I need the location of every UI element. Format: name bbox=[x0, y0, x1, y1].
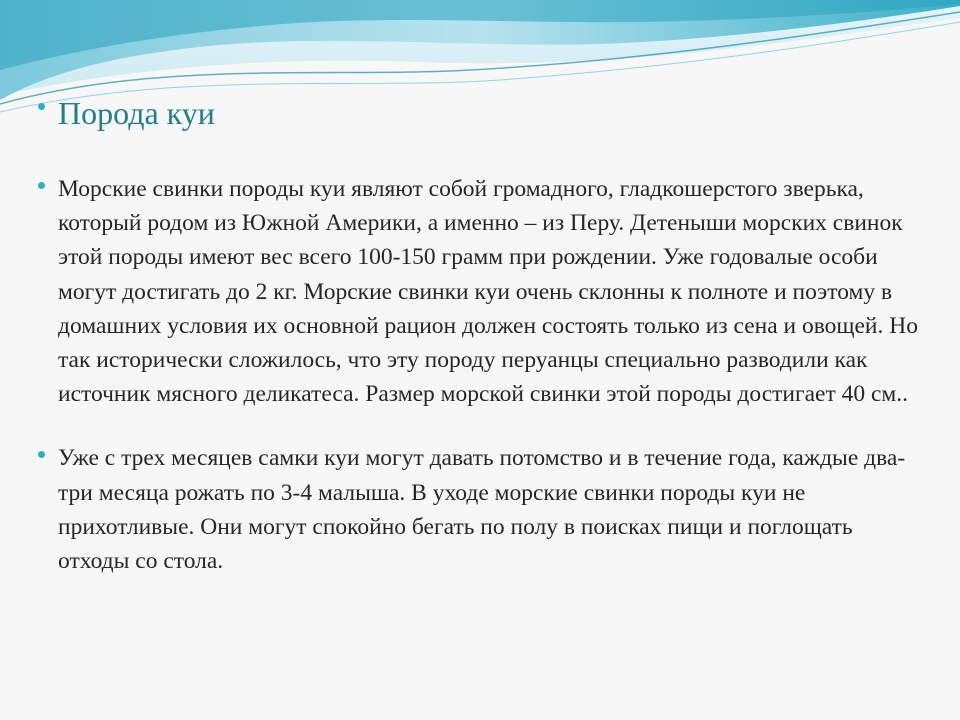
paragraph-1 bbox=[38, 172, 918, 411]
paragraph-2 bbox=[38, 441, 918, 578]
title-bullet-icon bbox=[38, 103, 45, 110]
slide-content bbox=[38, 88, 918, 578]
paragraph-1-text: Морские свинки породы куи являют собой громадного, гладкошерстого зверька, который родом из Южной Америки, а именно – из Перу. Детеныши морских свинок этой породы имеют вес всего 100-150 грамм при рождении. Уже годовалые особи могут достигать до 2 кг. Морские свинки куи очень склонны к полноте и поэтому в домашних условия их основной рацион должен состоять только из сена и овощей. Но так исторически сложилось, что эту породу перуанцы специально разводили как источник мясного деликатеса. Размер морской свинки этой породы достигает 40 см.. bbox=[58, 176, 918, 408]
title-row bbox=[38, 88, 918, 138]
slide-title: Порода куи bbox=[58, 95, 215, 131]
bullet-icon bbox=[38, 451, 45, 458]
bullet-icon bbox=[38, 182, 45, 189]
paragraph-2-text: Уже с трех месяцев самки куи могут давать потомство и в течение года, каждые два-три месяца рожать по 3-4 малыша. В уходе морские свинки породы куи не прихотливые. Они могут спокойно бегать по полу в поисках пищи и поглощать отходы со стола. bbox=[58, 445, 906, 575]
